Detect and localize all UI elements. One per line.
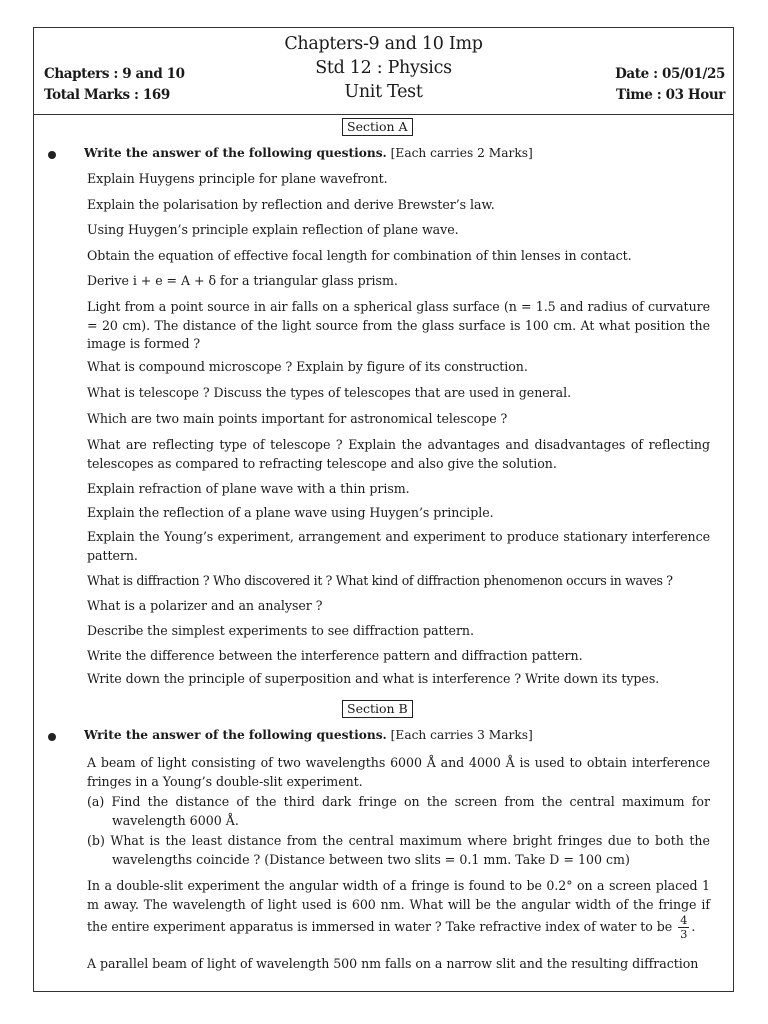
bullet-icon xyxy=(48,733,56,741)
question-a8: What is telescope ? Discuss the types of telescopes that are used in general. xyxy=(87,385,572,400)
title-line-1: Chapters-9 and 10 Imp xyxy=(284,34,483,54)
question-b1: A beam of light consisting of two wavelengths 6000 Å and 4000 Å is used to obtain interference fringes in a Young’s double-slit experiment. xyxy=(87,755,710,789)
section-b-label: Section B xyxy=(342,700,413,718)
bullet-icon xyxy=(48,151,56,159)
section-a-instruction: Write the answer of the following questions. [Each carries 2 Marks] xyxy=(84,146,533,160)
question-b1-part-a: (a) Find the distance of the third dark fringe on the screen from the central maximum for wavelength 6000 Å. xyxy=(87,794,710,828)
date-label: Date : 05/01/25 xyxy=(615,66,725,82)
title-line-2: Std 12 : Physics xyxy=(315,58,452,78)
title-line-3: Unit Test xyxy=(344,82,423,102)
question-a12: Explain the reflection of a plane wave using Huygen’s principle. xyxy=(87,505,494,520)
question-a5: Derive i + e = A + δ for a triangular glass prism. xyxy=(87,273,398,288)
section-a-label: Section A xyxy=(342,118,413,136)
chapters-label: Chapters : 9 and 10 xyxy=(44,66,185,82)
question-a18: Write down the principle of superposition and what is interference ? Write down its types. xyxy=(87,671,660,686)
question-a14: What is diffraction ? Who discovered it ? What kind of diffraction phenomenon occurs in waves ? xyxy=(87,573,673,588)
question-a10: What are reflecting type of telescope ? Explain the advantages and disadvantages of reflecting telescopes as compared to refracting telescope and also give the solution. xyxy=(87,437,710,471)
time-label: Time : 03 Hour xyxy=(615,87,725,103)
total-marks-label: Total Marks : 169 xyxy=(44,87,170,103)
question-a3: Using Huygen’s principle explain reflection of plane wave. xyxy=(87,222,459,237)
question-a13: Explain the Young’s experiment, arrangement and experiment to produce stationary interference pattern. xyxy=(87,529,710,563)
question-a9: Which are two main points important for astronomical telescope ? xyxy=(87,411,508,426)
question-a11: Explain refraction of plane wave with a thin prism. xyxy=(87,481,410,496)
question-a2: Explain the polarisation by reflection and derive Brewster’s law. xyxy=(87,197,495,212)
question-b2: In a double-slit experiment the angular width of a fringe is found to be 0.2° on a screen placed 1 m away. The wavelength of light used is 600 nm. What will be the angular width of the fringe if the entire experiment apparatus is immersed in water ? Take refractive index of water to be $\frac{4}{3}$ . xyxy=(87,878,710,942)
question-a7: What is compound microscope ? Explain by figure of its construction. xyxy=(87,359,528,374)
section-b-instruction: Write the answer of the following questions. [Each carries 3 Marks] xyxy=(84,728,533,742)
question-a15: What is a polarizer and an analyser ? xyxy=(87,598,323,613)
fraction: $\frac{4}{3}$ xyxy=(680,913,688,942)
question-a16: Describe the simplest experiments to see diffraction pattern. xyxy=(87,623,474,638)
header xyxy=(34,28,733,115)
question-b3: A parallel beam of light of wavelength 500 nm falls on a narrow slit and the resulting diffraction xyxy=(87,956,699,971)
question-b1-part-b: (b) What is the least distance from the central maximum where bright fringes due to both the wavelengths coincide ? (Distance between two slits = 0.1 mm. Take D = 100 cm) xyxy=(87,833,710,867)
question-a6: Light from a point source in air falls on a spherical glass surface (n = 1.5 and radius of curvature = 20 cm). The distance of the light source from the glass surface is 100 cm. At what position the image is formed ? xyxy=(87,299,710,352)
question-a4: Obtain the equation of effective focal length for combination of thin lenses in contact. xyxy=(87,248,632,263)
question-a17: Write the difference between the interference pattern and diffraction pattern. xyxy=(87,648,583,663)
question-a1: Explain Huygens principle for plane wavefront. xyxy=(87,171,388,186)
